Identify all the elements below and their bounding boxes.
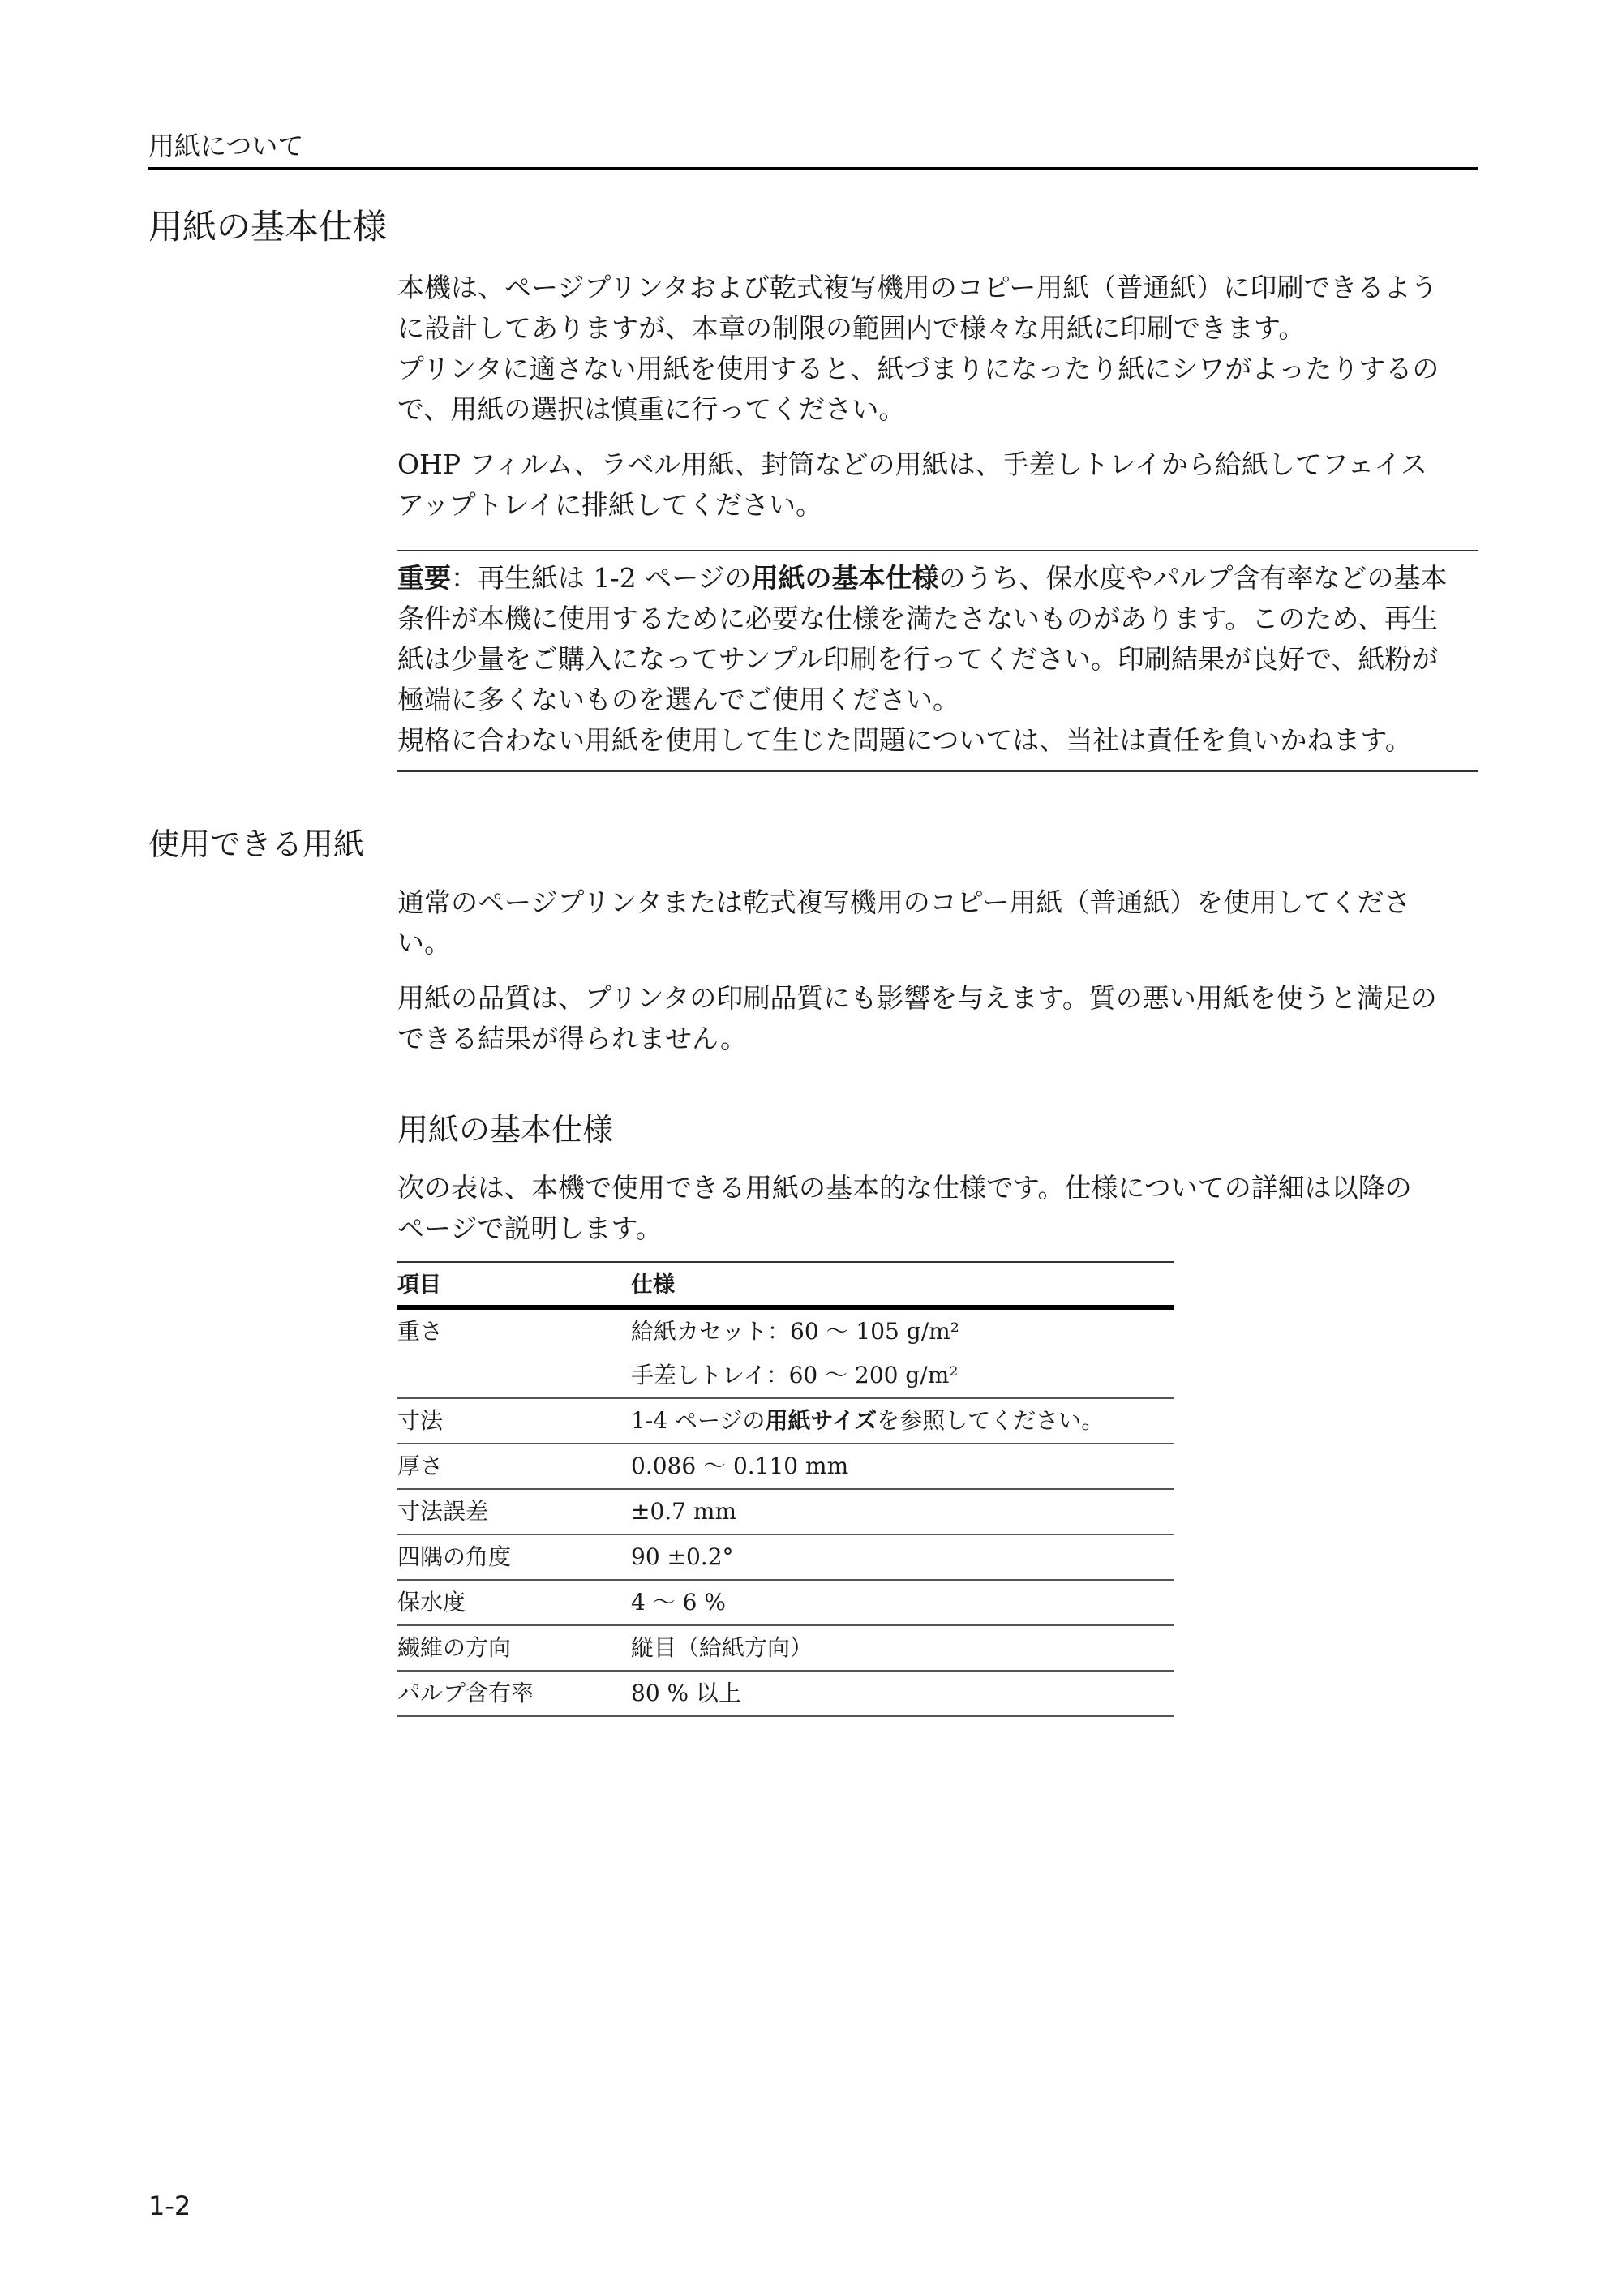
table-row <box>397 1580 1174 1625</box>
usable-paragraph-2 <box>397 978 1476 1059</box>
important-note <box>397 550 1478 772</box>
usable-p2-line2: できる結果が得られません。 <box>397 1023 747 1054</box>
note-line5: 規格に合わない用紙を使用して生じた問題については、当社は責任を負いかねます。 <box>397 724 1412 756</box>
page-number: 1-2 <box>148 2191 191 2221</box>
page-title: 用紙の基本仕様 <box>148 207 388 247</box>
paper-size-link[interactable]: 用紙サイズ <box>765 1407 878 1434</box>
cell-spec-post: を参照してください。 <box>877 1407 1105 1434</box>
cell-spec <box>631 1398 1174 1444</box>
running-header <box>148 130 1478 170</box>
cell-item: 厚さ <box>397 1444 631 1489</box>
intro-paragraph-1 <box>397 268 1476 430</box>
column-header-item: 項目 <box>397 1262 631 1307</box>
intro-section <box>397 268 1476 540</box>
table-row <box>397 1534 1174 1580</box>
note-link-paper-spec[interactable]: 用紙の基本仕様 <box>751 562 939 594</box>
cell-item: 重さ <box>397 1318 444 1345</box>
table-row <box>397 1307 1174 1354</box>
intro-p1-line2: に設計してありますが、本章の制限の範囲内で様々な用紙に印刷できます。 <box>397 312 1306 344</box>
cell-item: パルプ含有率 <box>397 1671 631 1716</box>
usable-p1-line1: 通常のページプリンタまたは乾式複写機用のコピー用紙（普通紙）を使用してくださ <box>397 886 1411 918</box>
usable-paragraph-1 <box>397 882 1476 963</box>
cell-spec: 4 〜 6 % <box>631 1580 1174 1625</box>
spec-table <box>397 1261 1174 1717</box>
intro-p2-line2: アップトレイに排紙してください。 <box>397 489 823 521</box>
intro-paragraph-2 <box>397 444 1476 526</box>
note-line1-rest: のうち、保水度やパルプ含有率などの基本 <box>938 562 1448 594</box>
spec-intro-paragraph <box>397 1168 1476 1249</box>
cell-spec: 給紙カセット：60 〜 105 g/m² <box>631 1318 959 1345</box>
intro-p1-line1: 本機は、ページプリンタおよび乾式複写機用のコピー用紙（普通紙）に印刷できるよう <box>397 272 1438 303</box>
note-lead: ：再生紙は 1-2 ページの <box>451 562 752 594</box>
table-row <box>397 1354 1174 1398</box>
table-row <box>397 1625 1174 1671</box>
usable-paper-section <box>397 882 1476 1074</box>
intro-p1-line4: で、用紙の選択は慎重に行ってください。 <box>397 393 906 425</box>
table-row <box>397 1671 1174 1716</box>
spec-intro-line1: 次の表は、本機で使用できる用紙の基本的な仕様です。仕様についての詳細は以降の <box>397 1172 1412 1204</box>
table-row <box>397 1444 1174 1489</box>
cell-item: 寸法誤差 <box>397 1489 631 1534</box>
note-paragraph <box>397 558 1478 761</box>
cell-spec-pre: 1-4 ページの <box>631 1407 766 1434</box>
table-row <box>397 1489 1174 1534</box>
cell-item: 寸法 <box>397 1398 631 1444</box>
cell-spec: 0.086 〜 0.110 mm <box>631 1444 1174 1489</box>
cell-spec: 80 % 以上 <box>631 1671 1174 1716</box>
cell-spec: 手差しトレイ：60 〜 200 g/m² <box>631 1354 1174 1398</box>
note-line2: 条件が本機に使用するために必要な仕様を満たさないものがあります。このため、再生 <box>397 603 1439 634</box>
spec-intro-line2: ページで説明します。 <box>397 1212 663 1244</box>
spec-heading: 用紙の基本仕様 <box>397 1112 614 1148</box>
usable-paper-heading: 使用できる用紙 <box>148 826 365 862</box>
cell-spec: ±0.7 mm <box>631 1489 1174 1534</box>
column-header-spec: 仕様 <box>631 1262 1174 1307</box>
running-header-title: 用紙について <box>148 131 304 161</box>
usable-p1-line2: い。 <box>397 927 451 959</box>
cell-item: 保水度 <box>397 1580 631 1625</box>
note-line4: 極端に多くないものを選んでご使用ください。 <box>397 684 959 715</box>
note-label: 重要 <box>397 562 451 594</box>
cell-item: 繊維の方向 <box>397 1625 631 1671</box>
intro-p2-line1: OHP フィルム、ラベル用紙、封筒などの用紙は、手差しトレイから給紙してフェイス <box>397 448 1427 480</box>
cell-spec: 90 ±0.2° <box>631 1534 1174 1580</box>
spec-table-header-row <box>397 1262 1174 1307</box>
note-line3: 紙は少量をご購入になってサンプル印刷を行ってください。印刷結果が良好で、紙粉が <box>397 643 1439 675</box>
cell-spec: 縦目（給紙方向） <box>631 1625 1174 1671</box>
spec-intro <box>397 1168 1476 1264</box>
table-row <box>397 1398 1174 1444</box>
cell-item <box>397 1354 631 1398</box>
usable-p2-line1: 用紙の品質は、プリンタの印刷品質にも影響を与えます。質の悪い用紙を使うと満足の <box>397 982 1437 1014</box>
intro-p1-line3: プリンタに適さない用紙を使用すると、紙づまりになったり紙にシワがよったりするの <box>397 353 1440 384</box>
cell-item: 四隅の角度 <box>397 1534 631 1580</box>
